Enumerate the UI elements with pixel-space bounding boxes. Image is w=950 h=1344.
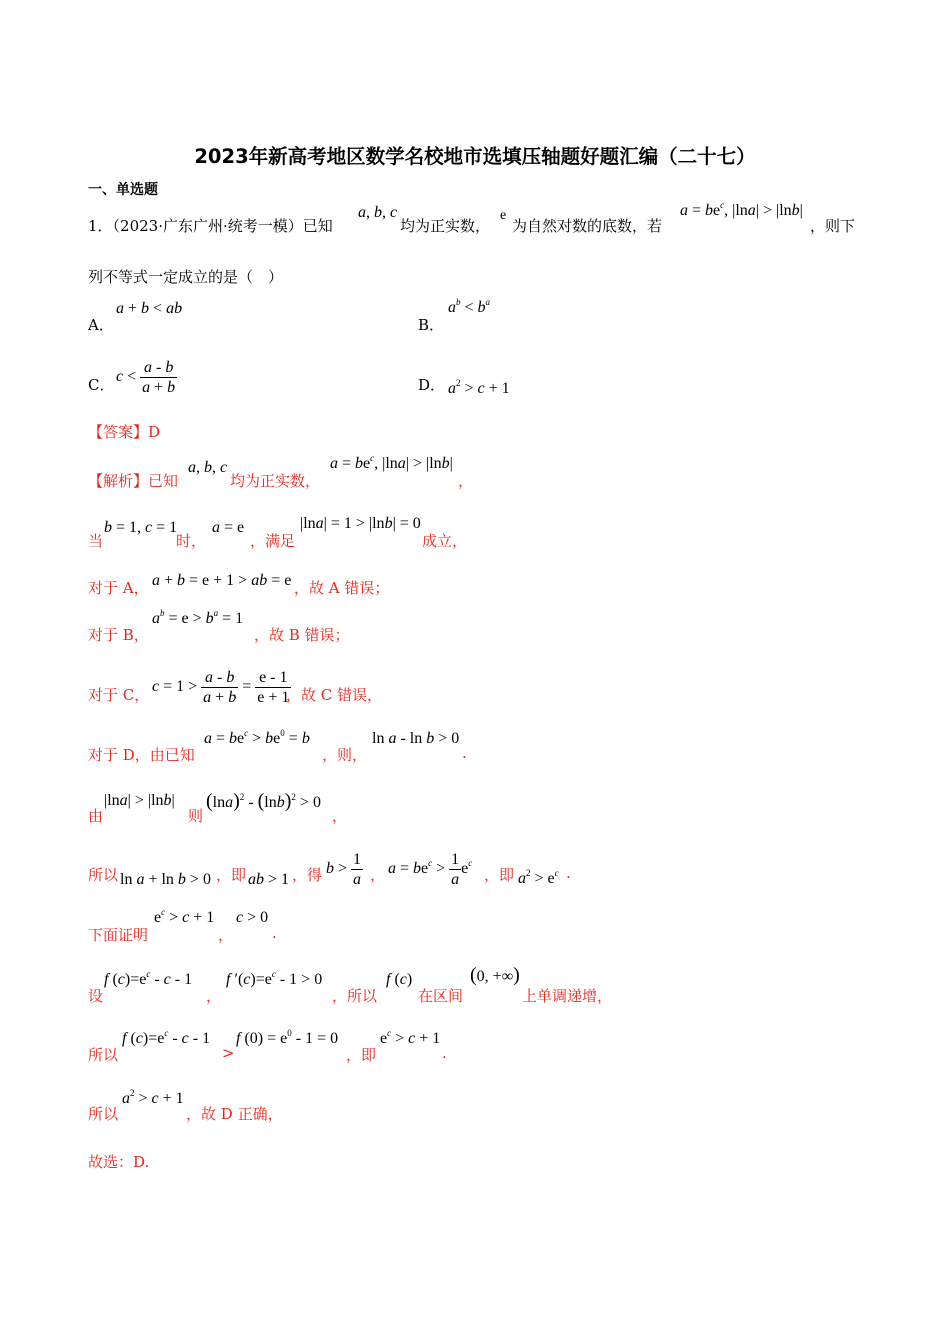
- analysis-text: 设: [88, 987, 104, 1005]
- page-title: 2023年新高考地区数学名校地市选填压轴题好题汇编（二十七）: [194, 145, 756, 168]
- analysis-text: ，: [206, 987, 222, 1005]
- analysis-text: 对于 B，: [88, 626, 149, 644]
- analysis-text: ，即: [484, 866, 515, 884]
- formula: a = e: [212, 519, 245, 536]
- analysis-text: 时，: [176, 532, 207, 550]
- formula: f $(0) = e^0 - 1 = 0$: [236, 1028, 339, 1047]
- question-text-3: ，则下: [810, 217, 856, 235]
- formula: c > 0: [236, 909, 269, 926]
- analysis-text: 所以: [88, 866, 119, 884]
- analysis-text: .: [442, 1044, 447, 1062]
- formula: $a = be^c$ > $\frac{1}{a}$ $e^c$: [388, 851, 473, 888]
- formula: $e^c > c + 1$: [154, 907, 215, 926]
- analysis-line-1: [88, 470, 178, 491]
- analysis-text: 对于 D，由已知: [88, 746, 195, 764]
- formula: |lna| = 1 > |lnb| = 0: [300, 515, 421, 532]
- formula: ln a + ln b > 0: [120, 871, 211, 888]
- analysis-text: ，故 C 错误，: [286, 686, 383, 704]
- analysis-text: 在区间: [418, 987, 464, 1005]
- answer: 【答案】D: [88, 423, 161, 441]
- question-line-2: 列不等式一定成立的是（ ）: [88, 268, 284, 286]
- formula: (0, +∞): [470, 964, 520, 986]
- analysis-text: 所以: [88, 1105, 119, 1123]
- formula: $(\ln a)^2 - (\ln b)^2 > 0$: [206, 790, 321, 812]
- formula: f $'(c)=e^c - 1 > 0$: [226, 969, 323, 988]
- analysis-text: 对于 A，: [88, 579, 149, 597]
- formula: b = 1, c = 1: [104, 519, 178, 536]
- formula: a + b = e + 1 > ab = e: [152, 572, 292, 589]
- option-d-label: D．: [418, 376, 446, 394]
- analysis-conclusion: 故选：D.: [88, 1153, 150, 1171]
- analysis-text: 上单调递增，: [522, 987, 613, 1005]
- formula-abc: a, b, c: [188, 459, 228, 476]
- question-text-1: 均为正实数，: [400, 217, 491, 235]
- formula: $e^c > c + 1$: [380, 1028, 441, 1047]
- option-b-label: B．: [418, 316, 445, 334]
- analysis-text: ，故 B 错误；: [254, 626, 350, 644]
- analysis-text: ，: [458, 472, 474, 490]
- analysis-label: 【解析】: [88, 472, 149, 490]
- option-c-formula: c < $\frac{a - b}{a + b}$: [116, 359, 176, 396]
- formula: f $(c)=e^c - c - 1$: [122, 1028, 211, 1047]
- analysis-text: ，得: [292, 866, 323, 884]
- analysis-text: 下面证明: [88, 926, 149, 944]
- formula: b > $\frac{1}{a}$: [326, 851, 362, 888]
- formula: ab > 1: [248, 871, 290, 888]
- analysis-text: ，故 D 正确，: [186, 1105, 283, 1123]
- option-a-formula: a + b < ab: [116, 300, 183, 317]
- analysis-text: .: [462, 744, 467, 762]
- analysis-text: ，满足: [250, 532, 296, 550]
- analysis-text: .: [272, 924, 277, 942]
- formula: f (c): [386, 971, 413, 988]
- analysis-text: 由: [88, 807, 104, 825]
- formula: f $(c)=e^c - c - 1$: [104, 969, 193, 988]
- analysis-text: ，即: [216, 866, 247, 884]
- analysis-text: ，: [370, 866, 386, 884]
- formula-condition: $a = be^c$, |lna| > |lnb|: [680, 200, 803, 219]
- option-a-label: A．: [88, 316, 114, 334]
- formula: $a^2 > e^c$: [518, 868, 559, 887]
- formula: $a^2 > c + 1$: [122, 1088, 184, 1107]
- formula-abc: a, b, c: [358, 204, 398, 221]
- section-heading: 一、单选题: [88, 182, 158, 198]
- analysis-text: .: [566, 864, 571, 882]
- formula: c = 1 > $\frac{a - b}{a + b}$ = $\frac{e - 1}{e + 1}$: [152, 669, 290, 706]
- formula-condition: $a = be^c$, |lna| > |lnb|: [330, 453, 453, 472]
- formula-e: e: [500, 208, 507, 223]
- analysis-text: >: [222, 1044, 235, 1062]
- analysis-text: 则: [188, 807, 204, 825]
- question-number: 1．: [88, 217, 113, 235]
- option-b-formula: $a^b < b^a$: [448, 297, 491, 316]
- option-d-formula: $a^2 > c + 1$: [448, 378, 510, 397]
- question-line-1: [88, 215, 333, 236]
- question-source: （2023·广东广州·统考一模）已知: [112, 217, 333, 235]
- option-c-label: C．: [88, 376, 115, 394]
- analysis-text: ，: [218, 926, 234, 944]
- formula: $a = be^c > be^0 = b$: [204, 728, 310, 747]
- analysis-text: ，: [332, 807, 348, 825]
- analysis-text: 成立，: [422, 532, 468, 550]
- analysis-text: ，则，: [322, 746, 368, 764]
- formula: |lna| > |lnb|: [104, 792, 175, 809]
- analysis-text: ，故 A 错误；: [294, 579, 390, 597]
- analysis-text: 所以: [88, 1046, 119, 1064]
- analysis-text: 已知: [148, 472, 179, 490]
- formula: ln a - ln b > 0: [372, 730, 460, 747]
- formula: $a^b = e > b^a = 1$: [152, 608, 244, 627]
- analysis-text: 当: [88, 532, 104, 550]
- analysis-text: ，所以: [332, 987, 378, 1005]
- question-text-2: 为自然对数的底数，若: [512, 217, 663, 235]
- analysis-text: ，即: [346, 1046, 377, 1064]
- analysis-text: 均为正实数，: [230, 472, 321, 490]
- analysis-text: 对于 C，: [88, 686, 150, 704]
